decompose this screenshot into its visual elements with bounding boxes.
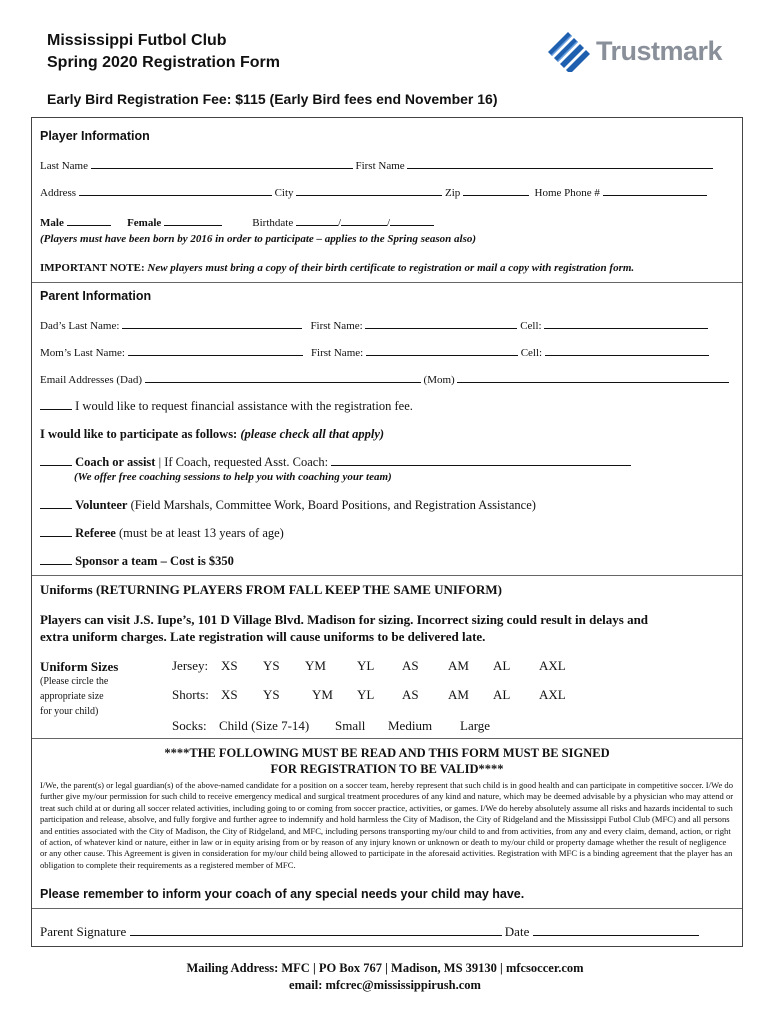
shorts-size-option[interactable]: YS	[263, 687, 280, 702]
club-title: Mississippi Futbol Club	[47, 32, 227, 49]
referee-text: (must be at least 13 years of age)	[118, 526, 284, 540]
birth-year-field[interactable]	[390, 215, 434, 226]
early-bird-fee: Early Bird Registration Fee: $115 (Early Bird fees end November 16)	[47, 91, 498, 107]
dad-last-name-field[interactable]	[122, 318, 302, 329]
socks-size-option[interactable]: Medium	[388, 718, 433, 733]
female-label: Female	[127, 217, 162, 229]
financial-assistance-row	[40, 399, 413, 414]
player-gender-row: Male Female Birthdate / /	[40, 215, 434, 229]
birthdate-label: Birthdate	[252, 217, 294, 229]
shorts-size-option[interactable]: YM	[312, 687, 333, 702]
shorts-size-option[interactable]: AXL	[539, 687, 566, 702]
shorts-size-option[interactable]: AM	[448, 687, 469, 702]
email-dad-label: Email Addresses (Dad)	[40, 374, 143, 386]
mom-cell-label: Cell:	[520, 347, 543, 359]
waiver-heading-line2: FOR REGISTRATION TO BE VALID****	[270, 762, 504, 776]
divider	[32, 738, 742, 739]
uniform-sizes-note-1: (Please circle the	[40, 676, 109, 687]
socks-label: Socks:	[172, 718, 207, 733]
financial-assistance-text: I would like to request financial assistance with the registration fee.	[75, 399, 413, 413]
volunteer-label: Volunteer	[75, 498, 128, 512]
sponsor-row	[40, 554, 234, 569]
male-label: Male	[40, 217, 64, 229]
referee-check[interactable]	[40, 526, 72, 537]
email-mom-label: (Mom)	[423, 374, 455, 386]
dad-cell-label: Cell:	[520, 320, 542, 332]
shorts-size-option[interactable]: AL	[493, 687, 511, 702]
uniform-sizes-note-2: appropriate size	[40, 691, 104, 702]
first-name-field[interactable]	[407, 158, 713, 169]
address-label: Address	[40, 187, 77, 199]
male-field[interactable]	[67, 215, 111, 226]
uniform-sizes-label: Uniform Sizes	[40, 659, 119, 674]
mom-row	[40, 345, 709, 359]
last-name-label: Last Name	[40, 160, 88, 172]
jersey-size-option[interactable]: YL	[357, 658, 375, 673]
uniform-sizes-note-3: for your child)	[40, 706, 99, 717]
jersey-size-option[interactable]: AS	[402, 658, 419, 673]
address-field[interactable]	[79, 185, 272, 196]
jersey-size-option[interactable]: YM	[305, 658, 326, 673]
parent-info-heading: Parent Information	[40, 289, 152, 303]
volunteer-check[interactable]	[40, 498, 72, 509]
sponsor-check[interactable]	[40, 554, 72, 565]
trustmark-logo-icon	[546, 30, 592, 72]
female-field[interactable]	[164, 215, 222, 226]
jersey-size-option[interactable]: YS	[263, 658, 280, 673]
socks-size-option[interactable]: Small	[335, 718, 366, 733]
dad-first-name-field[interactable]	[365, 318, 517, 329]
jersey-size-option[interactable]: XS	[221, 658, 238, 673]
shorts-size-option[interactable]: YL	[357, 687, 375, 702]
mom-last-name-label: Mom’s Last Name:	[40, 347, 125, 359]
trustmark-logo	[546, 30, 722, 72]
home-phone-field[interactable]	[603, 185, 707, 196]
referee-row	[40, 526, 284, 541]
form-title: Spring 2020 Registration Form	[47, 54, 280, 71]
uniform-sizing-line1: Players can visit J.S. Iupe’s, 101 D Village Blvd. Madison for sizing. Incorrect sizing could result in delays and	[40, 612, 649, 627]
last-name-field[interactable]	[91, 158, 353, 169]
divider	[32, 282, 742, 283]
asst-coach-field[interactable]	[331, 455, 631, 466]
uniform-sizing-line2: extra uniform charges. Late registration will cause uniforms to be delivered late.	[40, 629, 486, 644]
first-name-label: First Name	[355, 160, 405, 172]
coach-row	[40, 455, 631, 470]
waiver-heading-line1: ****THE FOLLOWING MUST BE READ AND THIS FORM MUST BE SIGNED	[164, 746, 610, 760]
email-row	[40, 372, 729, 386]
divider	[32, 575, 742, 576]
player-address-row	[40, 185, 707, 199]
player-name-row	[40, 158, 713, 172]
city-label: City	[274, 187, 294, 199]
mom-first-name-field[interactable]	[366, 345, 518, 356]
email-dad-field[interactable]	[145, 372, 421, 383]
city-field[interactable]	[296, 185, 442, 196]
special-needs-reminder: Please remember to inform your coach of any special needs your child may have.	[40, 887, 525, 901]
mailing-address: Mailing Address: MFC | PO Box 767 | Madison, MS 39130 | mfcsoccer.com	[186, 961, 584, 975]
jersey-label: Jersey:	[172, 658, 209, 673]
important-note-text: New players must bring a copy of their birth certificate to registration or mail a copy with registration form.	[147, 262, 635, 274]
logo-wordmark: Trustmark	[596, 35, 723, 66]
socks-size-option[interactable]: Child (Size 7-14)	[219, 718, 310, 733]
divider	[32, 908, 742, 909]
sponsor-label: Sponsor a team – Cost is $350	[75, 554, 234, 568]
mom-last-name-field[interactable]	[128, 345, 303, 356]
participate-note: (please check all that apply)	[240, 427, 385, 441]
jersey-size-option[interactable]: AL	[493, 658, 511, 673]
birth-day-field[interactable]	[341, 215, 387, 226]
mom-cell-field[interactable]	[545, 345, 709, 356]
uniforms-heading: Uniforms (RETURNING PLAYERS FROM FALL KEEP THE SAME UNIFORM)	[40, 582, 503, 597]
dad-last-name-label: Dad’s Last Name:	[40, 320, 120, 332]
coach-check[interactable]	[40, 455, 72, 466]
financial-assistance-check[interactable]	[40, 399, 72, 410]
contact-email: email: mfcrec@mississippirush.com	[289, 978, 481, 992]
mom-first-name-label: First Name:	[310, 347, 364, 359]
player-info-heading: Player Information	[40, 129, 150, 143]
waiver-text: I/We, the parent(s) or legal guardian(s) of the above-named candidate for a position on a soccer team, hereby represent that such child is in good health and can participate in competitive soccer. I/We do further give my/our permission for such child to receive emergency medical and surgical treatment procedures of any kind and nature, which may be deemed advisable by a physician who may attend or treat such child at or during all soccer related activities, including going to or coming from soccer practice, activities, or games. I/We do hereby absolutely assume all risks and hazards incidental to such participation and release, absolve, and fully forgive and further agree to indemnify and hold harmless the City of Madison, the City of Ridgeland and the Mississippi Futbol Club (MFC) and all persons and entities associated with the City of Madison, the City of Ridgeland, and MFC, including persons transporting my/our child to and from activities, from any and every claim, demand, action, or right of action, of whatever kind or nature, either in law or in equity arising from or by reason of any injury known or unknown or death to my/our child or property damage whether the result of negligence or any other cause. This Agreement is given in consideration for my/our child being allowed to participate in the aforesaid activities. Registration with MFC is a binding agreement that the player has an obligation to complete their requirements as a registered member of MFC.	[40, 780, 734, 870]
form-header	[47, 30, 280, 74]
shorts-size-row	[32, 687, 742, 707]
shorts-size-option[interactable]: XS	[221, 687, 238, 702]
date-label: Date	[504, 924, 530, 939]
registration-form-box	[31, 117, 743, 947]
jersey-size-option[interactable]: AM	[448, 658, 469, 673]
shorts-label: Shorts:	[172, 687, 209, 702]
home-phone-label: Home Phone #	[534, 187, 600, 199]
shorts-size-option[interactable]: AS	[402, 687, 419, 702]
coach-label: Coach or assist	[75, 455, 156, 469]
socks-size-option[interactable]: Large	[460, 718, 491, 733]
volunteer-text: (Field Marshals, Committee Work, Board Positions, and Registration Assistance)	[130, 498, 536, 512]
dad-row	[40, 318, 708, 332]
parent-signature-label: Parent Signature	[40, 924, 127, 939]
coach-note: (We offer free coaching sessions to help you with coaching your team)	[74, 471, 392, 483]
important-note-label: IMPORTANT NOTE:	[40, 262, 145, 274]
signature-row	[40, 924, 699, 940]
zip-label: Zip	[445, 187, 461, 199]
referee-label: Referee	[75, 526, 116, 540]
coach-text: | If Coach, requested Asst. Coach:	[158, 455, 329, 469]
important-note	[40, 262, 634, 274]
dad-first-name-label: First Name:	[310, 320, 363, 332]
jersey-size-option[interactable]: AXL	[539, 658, 566, 673]
date-field[interactable]	[533, 925, 699, 936]
participate-row	[40, 427, 384, 442]
birth-year-note: (Players must have been born by 2016 in order to participate – applies to the Spring season also)	[40, 233, 477, 245]
volunteer-row	[40, 498, 536, 513]
participate-label: I would like to participate as follows:	[40, 427, 238, 441]
birth-month-field[interactable]	[296, 215, 338, 226]
dad-cell-field[interactable]	[544, 318, 708, 329]
email-mom-field[interactable]	[457, 372, 729, 383]
parent-signature-field[interactable]	[130, 925, 502, 936]
socks-size-row	[32, 718, 742, 738]
zip-field[interactable]	[463, 185, 529, 196]
